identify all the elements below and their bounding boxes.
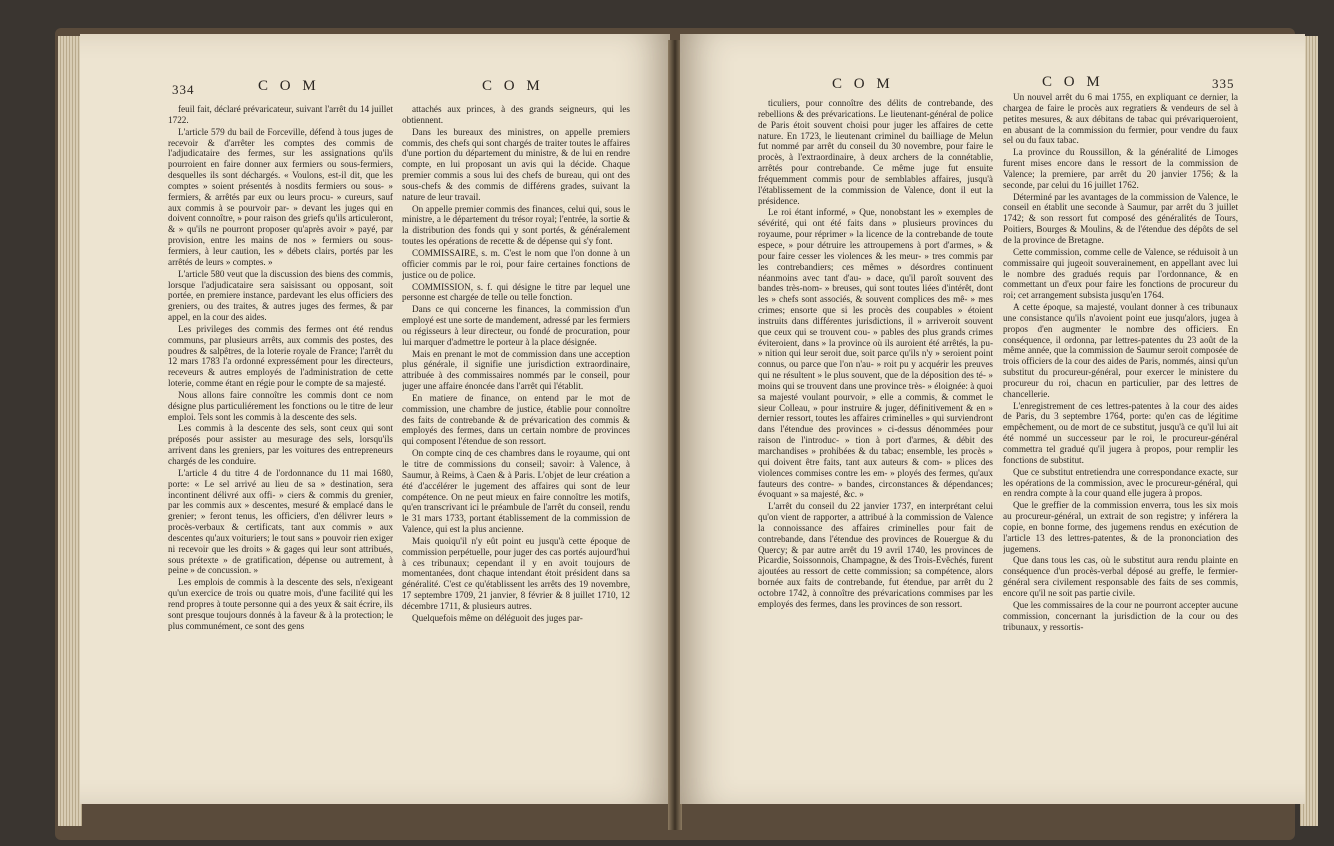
paragraph: L'arrêt du conseil du 22 janvier 1737, en interprétant celui qu'on vient de rapporter, a attribué à la commission de Valence la connoissance des affaires criminelles pour fait de contrebande, dans l'étendue des provinces de Rouergue & du Quercy; & par autre arrêt du 19 avril 1740, les provinces de Picardie, Soissonnois, Champagne, & des Trois-Evêchés, furent ajoutées au ressort de cette commission; sa compétence, alors bornée aux faits de contrebande, fut étendue, par arrêt du 2 octobre 1742, à connoître des prévarications commises par les employés des fermes, dans les provinces de son ressort.: [758, 501, 993, 609]
left-page-edges: [58, 36, 82, 826]
right-page-column-1: [758, 98, 993, 788]
paragraph: Les commis à la descente des sels, sont ceux qui sont préposés pour assister au mesurage des sels, lorsqu'ils arrivent dans les greniers, par les voitures des entrepreneurs chargés de les conduire.: [168, 423, 393, 466]
paragraph: Quelquefois même on déléguoit des juges par-: [412, 612, 583, 623]
paragraph: Le roi étant informé, » Que, nonobstant les » exemples de sévérité, qui ont été faits dans » plusieurs provinces du royaume, pour réprimer » la licence de la contrebande de toute espece, » pour détruire les attroupemens à port d'armes, » & pour faire cesser les violences & les meur- » tres commis par les contrebandiers; ces mêmes » désordres continuent néanmoins avec tant d'au- » dace, qu'il paroît souvent des bandes très-nom- » breuses, qui sont toutes liées d'intérêt, dont les » chefs sont associés, & souvent complices des mê- » mes crimes; ensorte que si les procès des coupables » étoient instruits dans différentes jurisdictions, il » arriveroit souvent que ceux qui se trouvent cou- » pables des plus grands crimes éviteroient, dans » la province où ils auroient été arrêtés, la pu- » nition qui leur seroit due, soit parce qu'ils n'y » seroient point connus, ou parce que l'on n'au- » roit pu y acquérir les preuves qui ne résultent » le plus souvent, que de la déposition des té- » moins qui se trouvent dans une province très- » éloignée: à quoi sa majesté voulant pourvoir, » elle a commis, & commet le sieur Colleau, » pour instruire & juger, définitivement & en » dernier ressort, toutes les affaires criminelles » qui surviendront dans l'étendue des provinces » ci-dessus dénommées pour raison de l'introduc- » tion à port d'armes, & débit des marchandises » prohibées & du tabac; ensemble, les procès » qui doivent être faits, tant aux auteurs & com- » plices des violences commises contre les em- » ployés des fermes, qu'aux fauteurs des contre- » bandes, circonstances & dépendances; évoquant » sa majesté, &c. »: [758, 207, 993, 500]
paragraph: Mais en prenant le mot de commission dans une acception plus générale, il signifie une jurisdiction extraordinaire, attribuée à des commissaires nommés par le conseil, pour juger une affaire énoncée dans l'arrêt qui l'établit.: [402, 348, 630, 392]
left-page: [80, 34, 670, 804]
paragraph: Mais quoiqu'il n'y eût point eu jusqu'à cette époque de commission perpétuelle, pour juger des cas portés aujourd'hui à ces tribunaux; cependant il y en avoit toujours de momentanées, dont chaque intendant étoit président dans sa généralité. C'est ce qu'établissent les arrêts des 19 novembre, 17 septembre 1709, 21 janvier, 8 février & 8 juillet 1710, 12 décembre 1711, & plusieurs autres.: [402, 535, 630, 611]
paragraph: Cette commission, comme celle de Valence, se réduisoit à un commissaire qui jugeoit souverainement, en appellant avec lui le nombre des gradués requis par l'ordonnance, & en commettant un d'eux pour faire les fonctions de procureur du roi; cet arrangement subsista jusqu'en 1764.: [1003, 246, 1238, 301]
paragraph: ticuliers, pour connoître des délits de contrebande, des rebellions & des prévarications. Le lieutenant-général de police de Paris étoit souvent choisi pour juger les affaires de cette nature. En 1723, le lieutenant criminel du bailliage de Melun fut nommé par arrêt du conseil du 30 novembre, pour faire le procès, à l'extraordinaire, à deux archers de la connétablie, arrêtés pour contrebande. Ce même juge fut ensuite fréquemment commis pour de semblables affaires, jusqu'à l'établissement de la commission de Valence, dont il eut la présidence.: [758, 98, 993, 206]
paragraph: On appelle premier commis des finances, celui qui, sous le ministre, a le département du trésor royal; l'entrée, la sortie & la distribution des fonds qui y sont portés, & généralement toutes les opérations de recette & de dépense qui s'y font.: [402, 203, 630, 247]
paragraph: Un nouvel arrêt du 6 mai 1755, en expliquant ce dernier, la chargea de faire le procès aux regratiers & vendeurs de sel à petites mesures, & aux débitans de tabac qui prévariqueroient, en abusant de la commission du fermier, pour vendre du faux sel ou du faux tabac.: [1003, 92, 1238, 146]
paragraph: COMMISSION, s. f. qui désigne le titre par lequel une personne est chargée de telle ou telle fonction.: [402, 281, 630, 303]
paragraph: Déterminé par les avantages de la commission de Valence, le conseil en établit une seconde à Saumur, par arrêt du 3 juillet 1742; & son ressort fut composé des généralités de Tours, Poitiers, Bourges & Moulins, & de l'étendue des dépôts de sel de la province de Bretagne.: [1003, 191, 1238, 245]
paragraph: Nous allons faire connoître les commis dont ce nom désigne plus particuliérement les fonctions ou le titre de leur emploi. Tels sont les commis à la descente des sels.: [168, 389, 393, 422]
running-head-right: C O M: [1042, 74, 1104, 90]
paragraph: L'article 4 du titre 4 de l'ordonnance du 11 mai 1680, porte: « Le sel arrivé au lieu de sa » destination, sera incontinent délivré aux offi- » ciers & commis du grenier, par les commis aux » descentes, mesuré & emplacé dans le grenier; » feront tenus, les officiers, d'en délivrer leurs » procès-verbaux & certificats, tant aux commis » aux descentes qu'aux voituriers; le tout sans » pouvoir rien exiger ni recevoir que les droits » & gages qui leur sont attribués, sous prétexte » de gratification, dépense ou autrement, à peine » de concussion. »: [168, 467, 393, 576]
right-page: [680, 34, 1305, 804]
paragraph: L'article 579 du bail de Forceville, défend à tous juges de recevoir & d'arrêter les comptes des commis de l'adjudicataire des fermes, sur les assignations qu'ils pourroient en faire donner aux fermiers ou sous-fermiers, desquelles ils sont déchargés. « Voulons, est-il dit, que les comptes » soient présentés à nosdits fermiers ou sous- » fermiers, & arrêtés par eux ou leurs procu- » cureurs, sauf aux commis à se pourvoir par- » devant les juges qui en doivent connoître, » pour raison des griefs qu'ils articuleront, & » qu'ils ne pourront proposer qu'après avoir » payé, par provision, entre les mains de nos » fermiers ou sous-fermiers, à leur caution, les » débets clairs, portés par les arrêtés de leurs » comptes. »: [168, 126, 393, 267]
paragraph: A cette époque, sa majesté, voulant donner à ces tribunaux une consistance qu'ils n'avoient point eue jusqu'alors, jugea à propos d'en augmenter le nombre des officiers. En conséquence, il ordonna, par lettres-patentes du 23 août de la même année, que la commission de Saumur seroit composée de trois officiers de la cour des aides de Paris, nommés, ainsi qu'un substitut du procureur-général, pour exercer le ministere du procureur du roi, chacun en particulier, par des lettres de chancellerie.: [1003, 302, 1238, 399]
paragraph: Les privileges des commis des fermes ont été rendus communs, par plusieurs arrêts, aux commis des postes, des poudres & salpêtres, de la loterie royale de France; l'arrêt du 12 mars 1783 l'a ordonné expressément pour les directeurs, receveurs & autres employés de l'administration de cette loterie, comme étant en régie pour le compte de sa majesté.: [168, 323, 393, 389]
paragraph: En matiere de finance, on entend par le mot de commission, une chambre de justice, établie pour connoître des faits de contrebande & de prévarication des commis & employés des fermes, dans un certain nombre de provinces qui composent l'étendue de son ressort.: [402, 392, 630, 447]
page-number: 335: [1212, 76, 1235, 91]
left-page-column-2: [402, 104, 630, 794]
running-head-right: C O M: [482, 78, 544, 94]
running-head-left: C O M: [832, 76, 894, 92]
paragraph: attachés aux princes, à des grands seigneurs, qui les obtiennent.: [402, 104, 630, 125]
paragraph: Dans les bureaux des ministres, on appelle premiers commis, des chefs qui sont chargés de traiter toutes le affaires d'une portion du département du ministre, & de lui en rendre compte, en lui proposant un avis qui la décide. Chaque premier commis a sous lui des chefs de bureau, qui ont des sous-chefs & des commis de différens grades, suivant la nature de leur travail.: [402, 126, 630, 202]
paragraph: Que dans tous les cas, où le substitut aura rendu plainte en conséquence d'un procès-verbal déposé au greffe, le fermier-général sera civilement responsable des faits de ses commis, encore qu'il ne soit pas partie civile.: [1003, 555, 1238, 598]
left-page-column-1: [168, 104, 393, 794]
page-number: 334: [172, 82, 195, 97]
running-head-left: C O M: [258, 78, 320, 94]
paragraph: On compte cinq de ces chambres dans le royaume, qui ont le titre de commissions du conseil; savoir: à Valence, à Saumur, à Reims, à Caen & à Paris. L'objet de leur création a été d'accélérer le jugement des affaires qui sont de leur compétence. On ne peut mieux en faire connoître les motifs, qu'en transcrivant ici le préambule de l'arrêt du conseil, rendu le 31 mars 1733, portant établissement de la commission de Valence, qui est la plus ancienne.: [402, 448, 630, 535]
paragraph: Que les commissaires de la cour ne pourront accepter aucune commission, concernant la jurisdiction de la cour ou des tribunaux, y ressortis-: [1003, 599, 1238, 632]
paragraph: COMMISSAIRE, s. m. C'est le nom que l'on donne à un officier commis par le roi, pour faire certaines fonctions de justice ou de police.: [402, 247, 630, 280]
paragraph: La province du Roussillon, & la généralité de Limoges furent mises encore dans le ressort de la commission de Valence; la premiere, par arrêt du 20 janvier 1756; & la seconde, par celui du 16 juillet 1762.: [1003, 147, 1238, 190]
right-page-column-2: [1003, 92, 1238, 788]
paragraph: L'enregistrement de ces lettres-patentes à la cour des aides de Paris, du 3 septembre 1764, porte: qu'en cas de légitime empêchement, ou de mort de ce substitut, jusqu'à ce qu'il lui ait été nommé un successeur par le roi, le procureur-général commettra tel gradué qu'il jugera à propos, pour remplir les fonctions de substitut.: [1003, 400, 1238, 465]
paragraph: Que le greffier de la commission enverra, tous les six mois au procureur-général, un extrait de son registre; y inférera la copie, en bonne forme, des jugemens rendus en exécution de l'article 13 des lettres-patentes, & de la prononciation des jugemens.: [1003, 500, 1238, 554]
paragraph: L'article 580 veut que la discussion des biens des commis, lorsque l'adjudicataire sera saisissant ou opposant, soit portée, en premiere instance, pardevant les elus officiers des greniers, ou des traites, & autres juges des fermes, & par appel, en la cour des aides.: [168, 268, 393, 323]
paragraph: Que ce substitut entretiendra une correspondance exacte, sur les opérations de la commission, avec le procureur-général, qui en rendra compte à la cour quand elle jugera à propos.: [1003, 466, 1238, 499]
paragraph: Dans ce qui concerne les finances, la commission d'un employé est une sorte de mandement, adressé par les fermiers ou régisseurs à leur directeur, ou fondé de procuration, pour lui marquer d'admettre le porteur à la place désignée.: [402, 304, 630, 347]
paragraph: feuil fait, déclaré prévaricateur, suivant l'arrêt du 14 juillet 1722.: [168, 104, 393, 125]
paragraph: Les emplois de commis à la descente des sels, n'exigeant qu'un exercice de trois ou quatre mois, d'une facilité qui les rend propres à toute personne qui a des yeux & sait écrire, ils sont presque toujours donnés à la faveur & à la protection; le plus communément, ce sont des gens: [168, 577, 393, 631]
